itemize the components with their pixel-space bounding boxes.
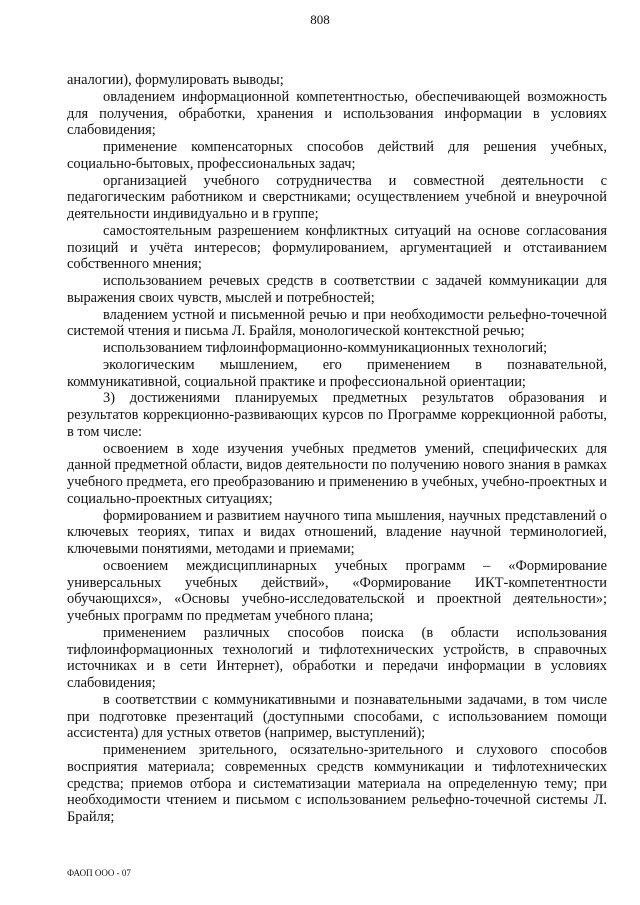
paragraph: в соответствии с коммуникативными и познавательными задачами, в том числе при подготовке презентаций (доступными способами, с использованием помощи ассистента) для устных ответов (например, выступлений); bbox=[67, 691, 607, 742]
paragraph: самостоятельным разрешением конфликтных ситуаций на основе согласования позиций и учёта интересов; формулированием, аргументацией и отстаиванием собственного мнения; bbox=[67, 222, 607, 273]
paragraph: применением зрительного, осязательно-зрительного и слухового способов восприятия материала; современных средств коммуникации и тифлотехнических средства; приемов отбора и систематизации материала на определенную тему; при необходимости чтением и письмом с использованием рельефно-точечной системы Л. Брайля; bbox=[67, 742, 607, 825]
paragraph: экологическим мышлением, его применением в познавательной, коммуникативной, социальной практике и профессиональной ориентации; bbox=[67, 356, 607, 390]
paragraph: применение компенсаторных способов действий для решения учебных, социально-бытовых, профессиональных задач; bbox=[67, 139, 607, 172]
paragraph: использованием речевых средств в соответствии с задачей коммуникации для выражения своих чувств, мыслей и потребностей; bbox=[67, 273, 607, 306]
document-code: ФАОП ООО - 07 bbox=[67, 868, 131, 878]
paragraph: освоением междисциплинарных учебных программ – «Формирование универсальных учебных действий», «Формирование ИКТ-компетентности обучающихся», «Основы учебно-исследовательской и проектной деятельности»; учебных программ по предметам учебного плана; bbox=[67, 557, 607, 624]
paragraph: 3) достижениями планируемых предметных результатов образования и результатов коррекционно-развивающих курсов по Программе коррекционной работы, в том числе: bbox=[67, 390, 607, 440]
paragraph: освоением в ходе изучения учебных предметов умений, специфических для данной предметной области, видов деятельности по получению нового знания в рамках учебного предмета, его преобразованию и применению в учебных, учебно-проектных и социально-проектных ситуациях; bbox=[67, 440, 607, 507]
document-body bbox=[67, 72, 607, 826]
page-number: 808 bbox=[310, 12, 330, 27]
paragraph: аналогии), формулировать выводы; bbox=[67, 72, 284, 88]
paragraph: организацией учебного сотрудничества и совместной деятельности с педагогическим работником и сверстниками; осуществлением учебной и внеурочной деятельности индивидуально и в группе; bbox=[67, 172, 607, 222]
paragraph: применением различных способов поиска (в области использования тифлоинформационных технологий и тифлотехнических устройств, в справочных источниках и в сети Интернет), обработки и передачи информации в условиях слабовидения; bbox=[67, 624, 607, 691]
paragraph: владением устной и письменной речью и при необходимости рельефно-точечной системой чтения и письма Л. Брайля, монологической контекстной речью; bbox=[67, 306, 607, 340]
paragraph: использованием тифлоинформационно-коммуникационных технологий; bbox=[103, 340, 548, 356]
paragraph: овладением информационной компетентностью, обеспечивающей возможность для получения, обработки, хранения и использования информации в условиях слабовидения; bbox=[67, 88, 607, 139]
paragraph: формированием и развитием научного типа мышления, научных представлений о ключевых теориях, типах и видах отношений, владение научной терминологией, ключевыми понятиями, методами и приемами; bbox=[67, 507, 607, 557]
